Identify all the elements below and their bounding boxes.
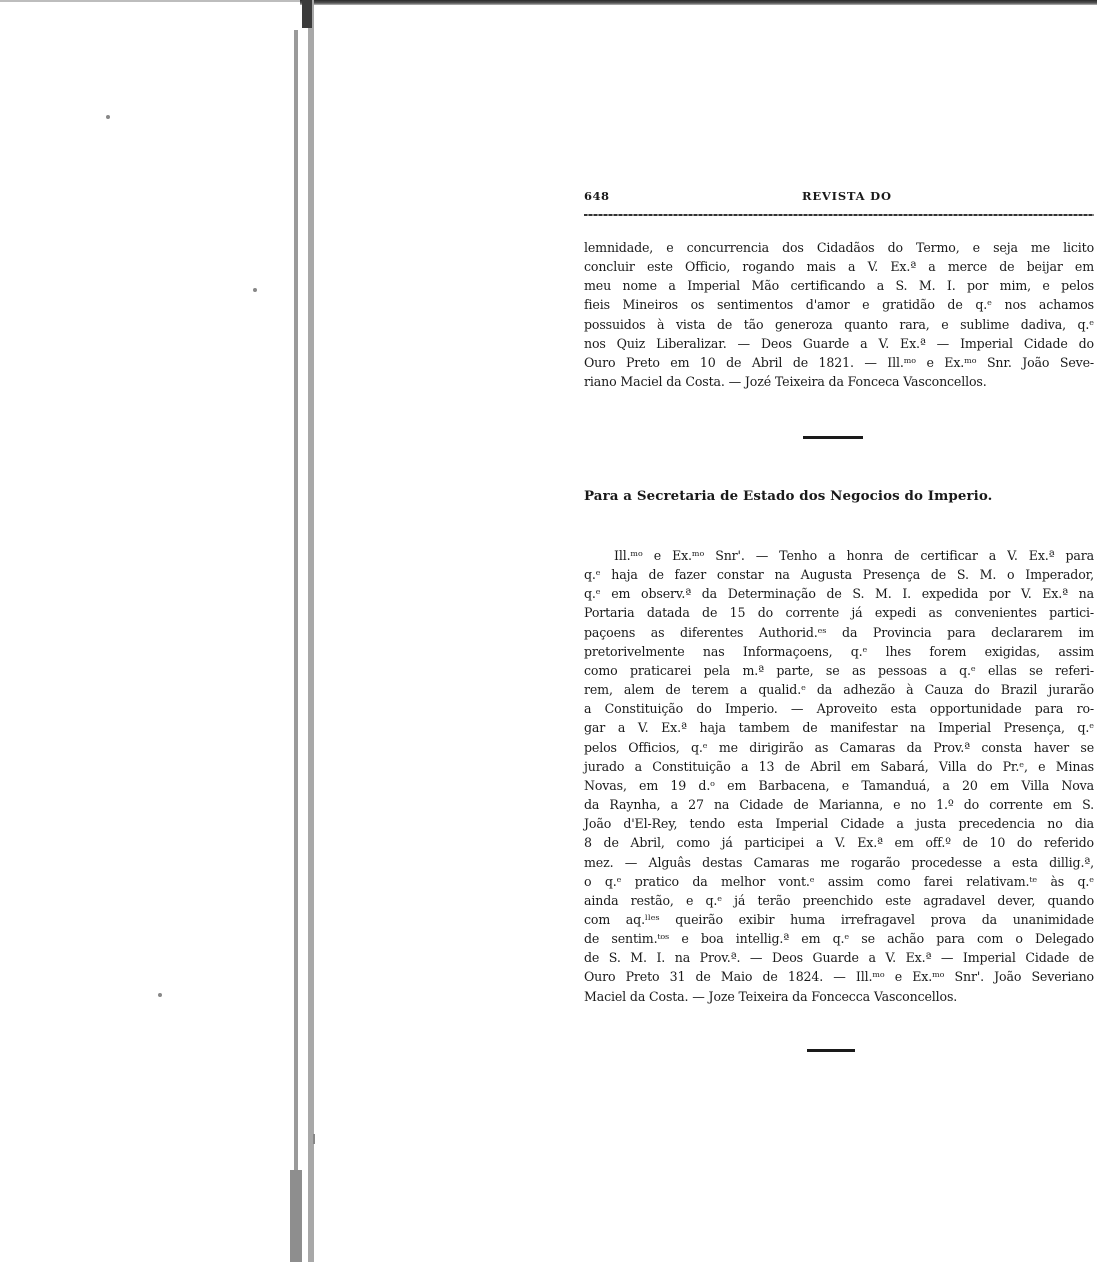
text-line: Ouro Preto em 10 de Abril de 1821. — Ill.ᵐᵒ e Ex.ᵐᵒ Snr. João Seve- xyxy=(584,354,1094,370)
text-line: Portaria datada de 15 do corrente já expedi as convenientes partici- xyxy=(584,605,1094,621)
text-line: o q.ᵉ pratico da melhor vont.ᵉ assim como farei relativam.ᵗᵉ às q.ᵉ xyxy=(584,873,1094,889)
page-number: 648 xyxy=(584,189,610,203)
text-line: jurado a Constituição a 13 de Abril em Sabará, Villa do Pr.ᵉ, e Minas xyxy=(584,758,1094,774)
text-line: a Constituição do Imperio. — Aproveito esta opportunidade para ro- xyxy=(584,701,1094,717)
text-line: ainda restão, e q.ᵉ já terão preenchido este agradavel dever, quando xyxy=(584,892,1094,908)
text-line: Ouro Preto 31 de Maio de 1824. — Ill.ᵐᵒ e Ex.ᵐᵒ Snr'. João Severiano xyxy=(584,969,1094,985)
scan-border xyxy=(300,0,1097,5)
scan-edge xyxy=(0,0,300,2)
text-line: rem, alem de terem a qualid.ᵉ da adhezão à Cauza do Brazil jurarão xyxy=(584,682,1094,698)
text-line: mez. — Alguâs destas Camaras me rogarão procedesse a esta dillig.ª, xyxy=(584,854,1094,870)
paragraph-letter-1821 xyxy=(584,238,1094,391)
text-line: q.ᵉ em observ.ª da Determinação de S. M. I. expedida por V. Ex.ª na xyxy=(584,586,1094,602)
text-line: como praticarei pela m.ª parte, se as pessoas a q.ᵉ ellas se referi- xyxy=(584,662,1094,678)
section-separator xyxy=(803,436,863,439)
text-line: riano Maciel da Costa. — Jozé Teixeira da Fonceca Vasconcellos. xyxy=(584,374,987,390)
scan-speck xyxy=(106,115,110,119)
section-separator xyxy=(807,1049,855,1052)
text-line: Novas, em 19 d.ᵒ em Barbacena, e Tamanduá, a 20 em Villa Nova xyxy=(584,777,1094,793)
book-page xyxy=(584,188,1094,1004)
text-line: gar a V. Ex.ª haja tambem de manifestar na Imperial Presença, q.ᵉ xyxy=(584,720,1094,736)
text-line: de sentim.ᵗᵒˢ e boa intellig.ª em q.ᵉ se achão para com o Delegado xyxy=(584,931,1094,947)
scan-speck xyxy=(158,993,162,997)
text-line: pelos Officios, q.ᵉ me dirigirão as Camaras da Prov.ª consta haver se xyxy=(584,739,1094,755)
header-rule xyxy=(584,214,1094,216)
text-line: pretorivelmente nas Informaçoens, q.ᵉ lhes forem exigidas, assim xyxy=(584,643,1094,659)
text-line: Ill.ᵐᵒ e Ex.ᵐᵒ Snr'. — Tenho a honra de certificar a V. Ex.ª para xyxy=(614,548,1094,563)
text-line: fieis Mineiros os sentimentos d'amor e gratidão de q.ᵉ nos achamos xyxy=(584,297,1094,313)
scan-speck xyxy=(313,1134,315,1144)
page-header xyxy=(584,188,1094,204)
paragraph-letter-1824 xyxy=(584,546,1094,1006)
text-line: concluir este Officio, rogando mais a V. Ex.ª a merce de beijar em xyxy=(584,259,1094,275)
text-line: lemnidade, e concurrencia dos Cidadãos do Termo, e seja me licito xyxy=(584,240,1094,255)
scan-speck xyxy=(253,288,257,292)
text-line: da Raynha, a 27 na Cidade de Marianna, e no 1.º do corrente em S. xyxy=(584,797,1094,813)
section-title: Para a Secretaria de Estado dos Negocios do Imperio. xyxy=(584,488,993,504)
text-line: com aq.ˡˡᵉˢ queirão exibir huma irrefragavel prova da unanimidade xyxy=(584,911,1094,927)
text-line: Maciel da Costa. — Joze Teixeira da Foncecca Vasconcellos. xyxy=(584,988,958,1004)
text-line: q.ᵉ haja de fazer constar na Augusta Presença de S. M. o Imperador, xyxy=(584,567,1094,583)
book-spine xyxy=(290,0,324,1262)
text-line: de S. M. I. na Prov.ª. — Deos Guarde a V. Ex.ª — Imperial Cidade de xyxy=(584,950,1094,966)
text-line: João d'El-Rey, tendo esta Imperial Cidade a justa precedencia no dia xyxy=(584,816,1094,832)
running-title: REVISTA DO xyxy=(802,189,892,203)
text-line: possuidos à vista de tão generoza quanto rara, e sublime dadiva, q.ᵉ xyxy=(584,316,1094,332)
text-line: nos Quiz Liberalizar. — Deos Guarde a V. Ex.ª — Imperial Cidade do xyxy=(584,335,1094,351)
text-line: paçoens as diferentes Authorid.ᵉˢ da Provincia para declararem im xyxy=(584,624,1094,640)
text-line: 8 de Abril, como já participei a V. Ex.ª em off.º de 10 do referido xyxy=(584,835,1094,851)
text-line: meu nome a Imperial Mão certificando a S. M. I. por mim, e pelos xyxy=(584,278,1094,294)
